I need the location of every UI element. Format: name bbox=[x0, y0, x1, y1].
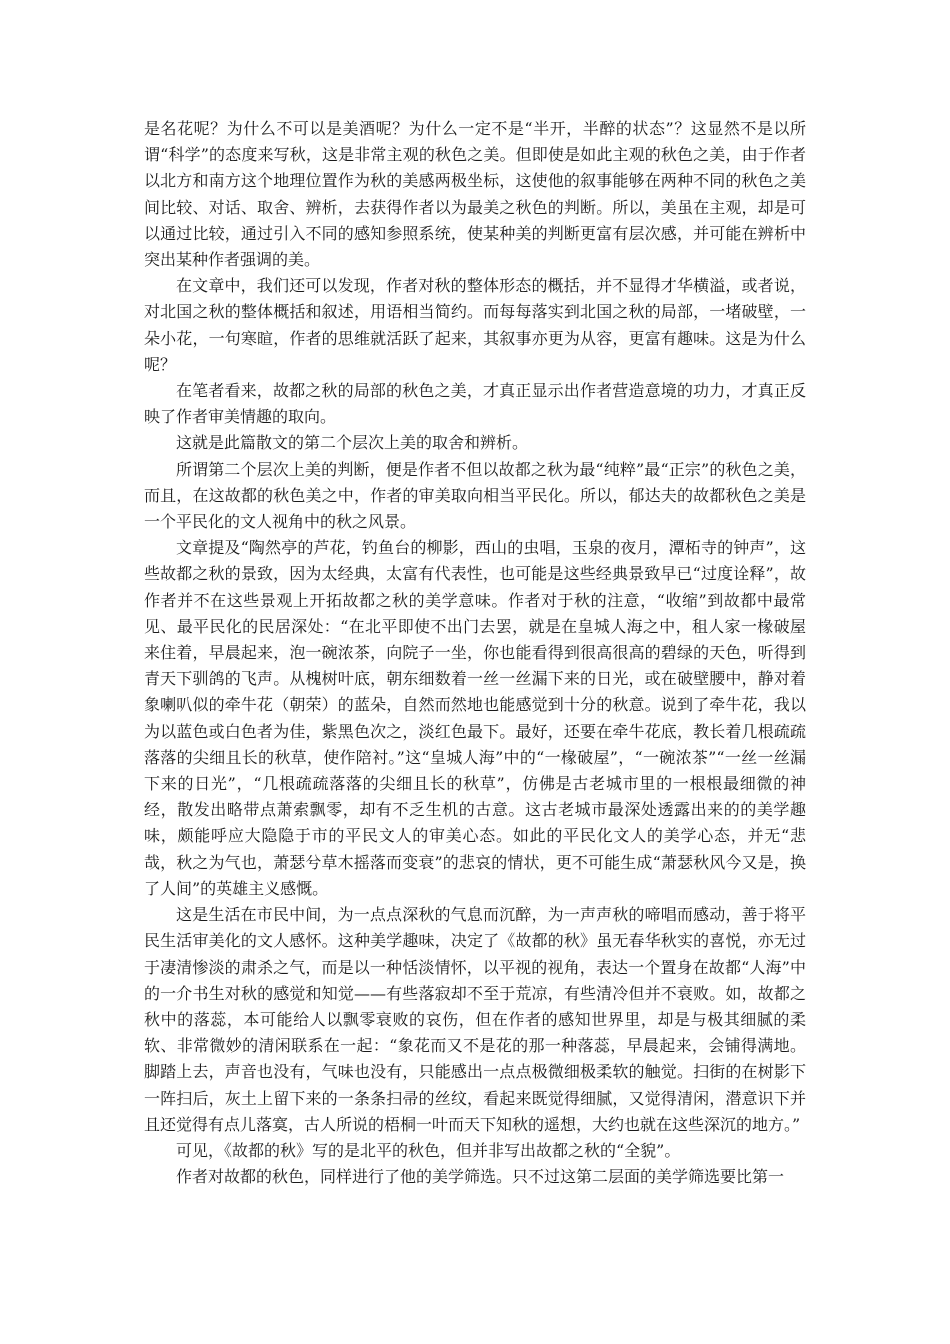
paragraph: 文章提及“陶然亭的芦花，钓鱼台的柳影，西山的虫唱，玉泉的夜月，潭柘寺的钟声”，这些故都之秋的景致，因为太经典，太富有代表性，也可能是这些经典景致早已“过度诠释”，故作者并不在这些景观上开拓故都之秋的美学意味。作者对于秋的注意，“收缩”到故都中最常见、最平民化的民居深处：“在北平即使不出门去罢，就是在皇城人海之中，租人家一椽破屋来住着，早晨起来，泡一碗浓茶，向院子一坐，你也能看得到很高很高的碧绿的天色，听得到青天下驯鸽的飞声。从槐树叶底，朝东细数着一丝一丝漏下来的日光，或在破壁腰中，静对着象喇叭似的牵牛花（朝荣）的蓝朵，自然而然地也能感觉到十分的秋意。说到了牵牛花，我以为以蓝色或白色者为佳，紫黑色次之，淡红色最下。最好，还要在牵牛花底，教长着几根疏疏落落的尖细且长的秋草，使作陪衬。”这“皇城人海”中的“一椽破屋”，“一碗浓茶”“一丝一丝漏下来的日光”，“几根疏疏落落的尖细且长的秋草”，仿佛是古老城市里的一根根最细微的神经，散发出略带点萧索飘零，却有不乏生机的古意。这古老城市最深处透露出来的的美学趣味，颇能呼应大隐隐于市的平民文人的审美心态。如此的平民化文人的美学心态，并无“悲哉，秋之为气也，萧瑟兮草木摇落而变衰”的悲哀的情状，更不可能生成“萧瑟秋风今又是，换了人间”的英雄主义感慨。 bbox=[144, 538, 806, 898]
paragraph: 作者对故都的秋色，同样进行了他的美学筛选。只不过这第二层面的美学筛选要比第一 bbox=[176, 1167, 785, 1187]
paragraph: 这是生活在市民中间，为一点点深秋的气息而沉醉，为一声声秋的啼唱而感动，善于将平民生活审美化的文人感怀。这种美学趣味，决定了《故都的秋》虽无春华秋实的喜悦，亦无过于凄清惨淡的肃杀之气，而是以一种恬淡情怀，以平视的视角，表达一个置身在故都“人海”中的一介书生对秋的感觉和知觉——有些落寂却不至于荒凉，有些清冷但并不衰败。如，故都之秋中的落蕊，本可能给人以飘零衰败的哀伤，但在作者的感知世界里，却是与极其细腻的柔软、非常微妙的清闲联系在一起：“象花而又不是花的那一种落蕊，早晨起来，会铺得满地。脚踏上去，声音也没有，气味也没有，只能感出一点点极微细极柔软的触觉。扫街的在树影下一阵扫后，灰土上留下来的一条条扫帚的丝纹，看起来既觉得细腻，又觉得清闲，潜意识下并且还觉得有点儿落寞，古人所说的梧桐一叶而天下知秋的遥想，大约也就在这些深沉的地方。” bbox=[144, 905, 806, 1134]
paragraph: 可见，《故都的秋》写的是北平的秋色，但并非写出故都之秋的“全貌”。 bbox=[176, 1140, 681, 1160]
paragraph: 在文章中，我们还可以发现，作者对秋的整体形态的概括，并不显得才华横溢，或者说，对北国之秋的整体概括和叙述，用语相当简约。而每每落实到北国之秋的局部，一堵破壁，一朵小花，一句寒暄，作者的思维就活跃了起来，其叙事亦更为从容，更富有趣味。这是为什么呢？ bbox=[144, 276, 806, 374]
paragraph: 这就是此篇散文的第二个层次上美的取舍和辨析。 bbox=[176, 433, 529, 453]
paragraph: 所谓第二个层次上美的判断，便是作者不但以故都之秋为最“纯粹”最“正宗”的秋色之美，而且，在这故都的秋色美之中，作者的审美取向相当平民化。所以，郁达夫的故都秋色之美是一个平民化的文人视角中的秋之风景。 bbox=[144, 459, 806, 532]
document-body bbox=[144, 116, 806, 1190]
paragraph: 是名花呢？为什么不可以是美酒呢？为什么一定不是“半开，半醉的状态”？这显然不是以所谓“科学”的态度来写秋，这是非常主观的秋色之美。但即使是如此主观的秋色之美，由于作者以北方和南方这个地理位置作为秋的美感两极坐标，这使他的叙事能够在两种不同的秋色之美间比较、对话、取舍、辨析，去获得作者以为最美之秋色的判断。所以，美虽在主观，却是可以通过比较，通过引入不同的感知参照系统，使某种美的判断更富有层次感，并可能在辨析中突出某种作者强调的美。 bbox=[144, 119, 806, 270]
paragraph: 在笔者看来，故都之秋的局部的秋色之美，才真正显示出作者营造意境的功力，才真正反映了作者审美情趣的取向。 bbox=[144, 381, 806, 427]
